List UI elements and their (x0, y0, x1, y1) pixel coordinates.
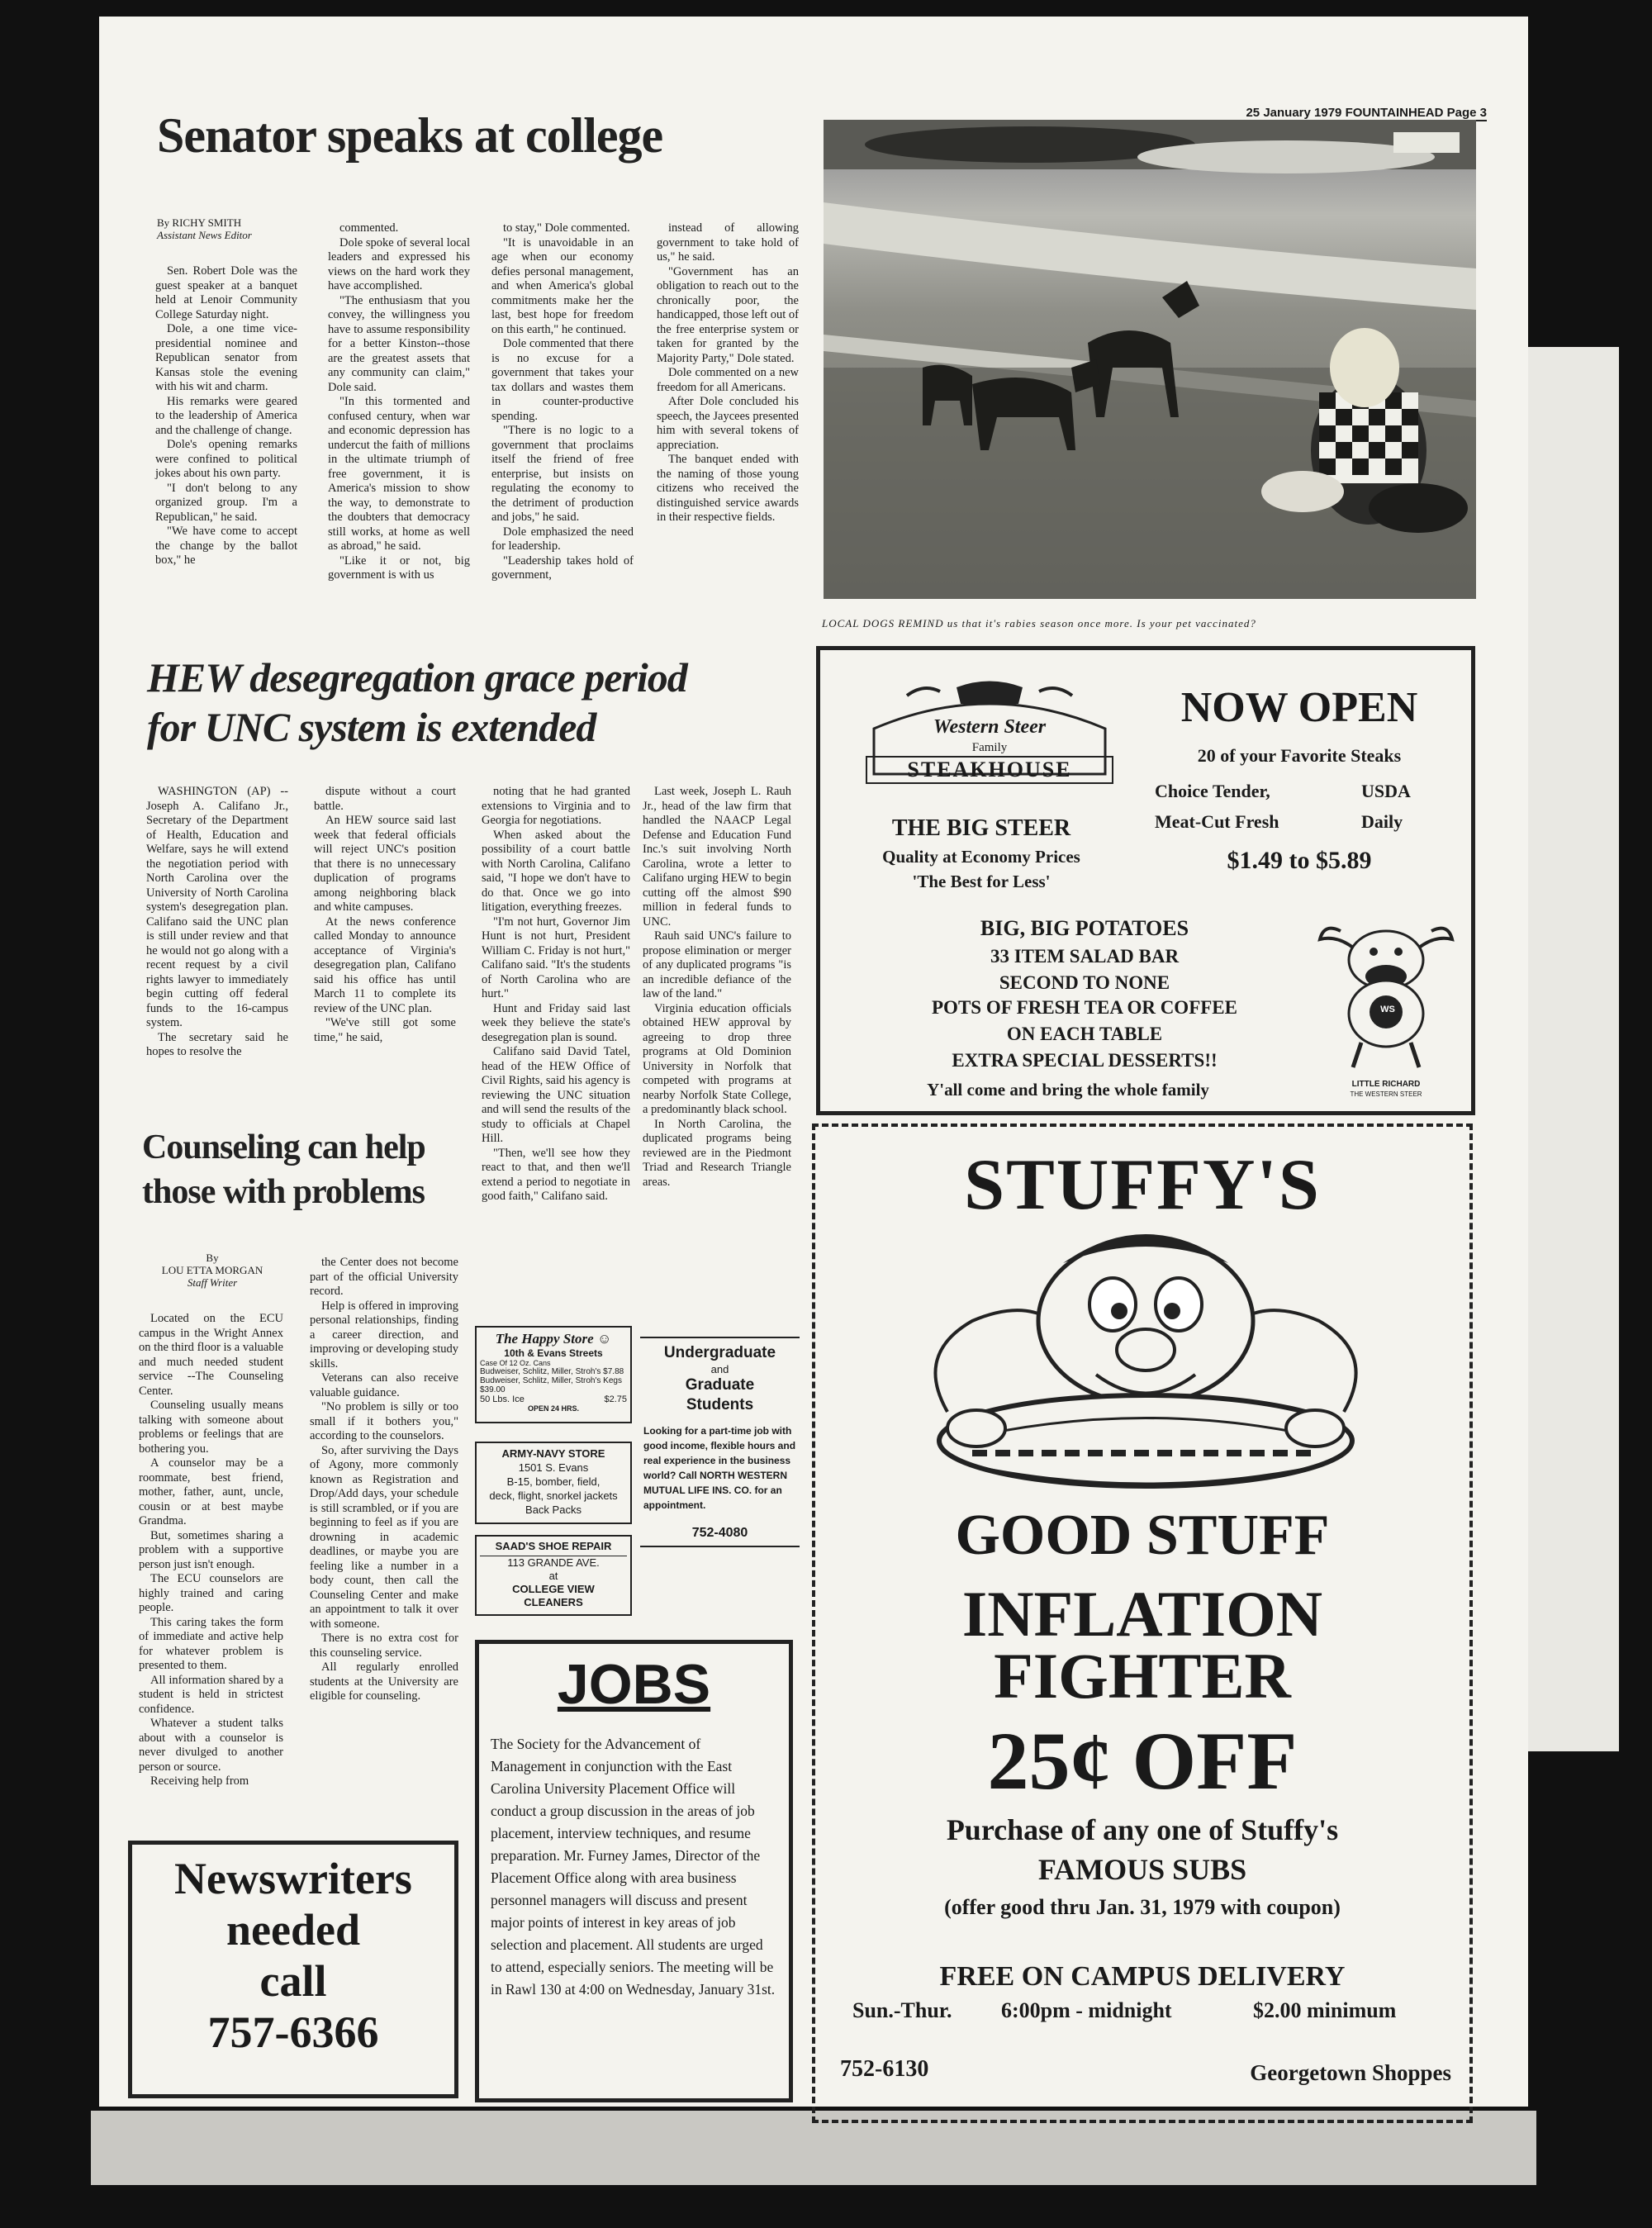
stuffys-fighter: FIGHTER (994, 1640, 1291, 1712)
jobs-body: The Society for the Advancement of Management in conjunction with the East Carolina University Placement Office will conduct a group discussion in the areas of job placement, interview techniques, and resume preparation. Mr. Furney James, Director of the Placement Office along with area business personnel managers will discuss and present major points of interest in key areas of job selection and placement. All students are urged to attend, especially seniors. The meeting will be in Rawl 130 at 4:00 on Wednesday, January 31st. (491, 1736, 776, 1998)
jobs-ad (475, 1640, 793, 2102)
newswriters-line-3: call (259, 1956, 327, 2006)
counsel-column-2: the Center does not become part of the official University record. Help is offered in improving personal relationships, finding a career direction, and improving or developing study skills. Veterans can also receive valuable guidance. "No problem is silly or too small if it bothers you," according to the counselors. So, after surviving the Days of Agony, more commonly known as Registration and Drop/Add days, your schedule is still scrambled, or if you are beginning to feel as if you are drowning in academic deadlines, or maybe you are feeling like a number in a body count, then call the Counseling Center and make an appointment to talk it over with someone. There is no extra cost for this counseling service. All regularly enrolled students at the University are eligible for counseling. (310, 1256, 458, 1703)
army-navy-name: ARMY-NAVY STORE (501, 1447, 605, 1460)
jobs-title: JOBS (557, 1653, 711, 1716)
counsel-column-1: Located on the ECU campus in the Wright Annex on the third floor is a valuable and much needed student service --The Counseling Center. Counseling usually means talking with someone about problems or feelings that are bothering you. A counselor may be a roommate, best friend, mother, father, aunt, uncle, cousin or at best maybe Grandma. But, sometimes sharing a problem with a supportive person just isn't enough. The ECU counselors are highly trained and caring people. This caring takes the form of immediate and active help for whatever problem is presented to them. All information shared by a student is held in strictest confidence. Whatever a student talks about with a counselor is never divulged to another person or source. Receiving help from (139, 1312, 283, 1788)
steer-price-range: $1.49 to $5.89 (1227, 847, 1372, 874)
bull-mascot-icon (1316, 914, 1456, 1071)
hew-headline (147, 653, 808, 752)
newswriters-line-1: Newswriters (174, 1854, 412, 1903)
photo-caption: LOCAL DOGS REMIND us that it's rabies season once more. Is your pet vaccinated? (822, 617, 1256, 629)
counsel-byline-name: LOU ETTA MORGAN (161, 1264, 263, 1276)
dole-byline-name: By RICHY SMITH (157, 216, 242, 229)
hew-column-1: WASHINGTON (AP) -- Joseph A. Califano Jr., Secretary of the Department of Health, Education and Welfare, says he will extend the negotiation period with North Carolina over the University of North Carolina system's desegregation plan. Califano said the UNC plan is still under review and that he would not go along with a recent request by a civil rights lawyer to immediately begin cutting off federal funds to the 16-campus system. The secretary said he hopes to resolve the (146, 785, 288, 1058)
steer-now-open: NOW OPEN (1180, 684, 1418, 731)
dogs-photo-illustration (824, 120, 1476, 599)
hew-headline-line-1: HEW desegregation grace period (147, 654, 687, 701)
stuffys-location: Georgetown Shoppes (1250, 2060, 1451, 2085)
happy-store-address: 10th & Evans Streets (504, 1347, 603, 1359)
dogs-photo (824, 120, 1476, 599)
counsel-headline-line-2: those with problems (142, 1173, 425, 1211)
dole-column-2: commented. Dole spoke of several local leaders and expressed his views on the hard work they have accomplished. "The enthusiasm that you convey, the willingness you have to assume responsibility for a better Kinston--those are the greatest assets that any community can claim," Dole said. "In this tormented and confused century, when war and economic depression has undercut the faith of millions in the ultimate triumph of free government, it is America's mission to show the way, to demonstrate to the doubters that democracy still works, at home as well as abroad," he said. "Like it or not, big government is with us (328, 221, 470, 582)
folio-date: 25 January 1979 (1246, 106, 1342, 120)
newswriters-line-2: needed (226, 1905, 360, 1955)
happy-store-logo: The Happy Store ☺ (495, 1331, 612, 1347)
hew-column-4: Last week, Joseph L. Rauh Jr., head of the law firm that handled the NAACP Legal Defense and Education Fund Inc.'s suit involving North Carolina, wrote a letter to Califano urging HEW to begin cutting off the almost $90 million in federal funds to UNC. Rauh said UNC's failure to propose elimination or merger of any duplicated programs "is an incredible defiance of the law of the land." Virginia education officials obtained HEW approval by agreeing to drop three programs at Old Dominion University in Norfolk that competed with programs at nearby Norfolk State College, a predominantly black school. In North Carolina, the duplicated programs being reviewed are in the Piedmont Triad and Research Triangle areas. (643, 785, 791, 1189)
steer-logo-name: Western Steer (933, 716, 1047, 738)
hew-headline-line-2: for UNC system is extended (147, 704, 596, 750)
counsel-byline: By LOU ETTA MORGAN Staff Writer (142, 1252, 282, 1289)
smiley-icon: ☺ (596, 1331, 612, 1347)
dole-byline-title: Assistant News Editor (157, 229, 252, 241)
counsel-byline-title: Staff Writer (187, 1276, 238, 1289)
mascot-badge: WS (1380, 1005, 1395, 1014)
counsel-headline-line-1: Counseling can help (142, 1128, 425, 1166)
undergrad-phone: 752-4080 (691, 1526, 748, 1540)
folio-page-number: Page 3 (1446, 106, 1487, 120)
dole-column-1: Sen. Robert Dole was the guest speaker at a banquet held at Lenoir Community College Saturday night. Dole, a one time vice-presidential nominee and Republican senator from Kansas stole the evening with his wit and charm. His remarks were geared to the leadership of America and the challenge of change. Dole's opening remarks were confined to political jokes about his own party. "I don't belong to any organized group. I'm a Republican," he said. "We have come to accept the change by the ballot box," he (155, 264, 297, 567)
army-navy-ad: ARMY-NAVY STORE 1501 S. Evans B-15, bomber, field, deck, flight, snorkel jackets Back Packs (475, 1442, 632, 1524)
stuffys-name: STUFFY'S (964, 1145, 1321, 1225)
dole-column-3: to stay," Dole commented. "It is unavoidable in an age when our economy defies personal management, and when America's global commitments make her the last, best hope for freedom on this earth," he continued. Dole commented that there is no excuse for a government that takes your tax dollars and wastes them in counter-productive spending. "There is no logic to a government that proclaims itself the friend of free enterprise, but insists on regulating the economy to the detriment of production and jobs," he said. Dole emphasized the need for leadership. "Leadership takes hold of government, (491, 221, 634, 582)
stuffy-sub-icon (898, 1214, 1393, 1519)
stuffys-phone: 752-6130 (840, 2056, 929, 2082)
hew-column-3: noting that he had granted extensions to Virginia and to Georgia for negotiations. When asked about the possibility of a court battle with North Carolina, Califano said, "I hope we don't have to do that. Once we go into litigation, everything freezes. "I'm not hurt, Governor Jim Hunt is not hurt, President William C. Friday is not hurt," Califano said. "It's the students of North Carolina who are hurt." Hunt and Friday said last week they believe the state's desegregation plan is sound. Califano said David Tatel, head of the HEW Office of Civil Rights, said his agency is reviewing the UNC situation and will send the results of the study to officials at Chapel Hill. "Then, we'll see how they react to that, and then we'll extend a period to negotiate in good faith," Califano said. (482, 785, 630, 1203)
newswriters-ad (128, 1841, 458, 2098)
saads-name: SAAD'S SHOE REPAIR (480, 1540, 627, 1556)
stuffys-delivery: FREE ON CAMPUS DELIVERY (939, 1961, 1346, 1992)
saads-ad: SAAD'S SHOE REPAIR 113 GRANDE AVE. at COLLEGE VIEW CLEANERS (475, 1535, 632, 1616)
stuffys-good-stuff: GOOD STUFF (955, 1504, 1330, 1567)
dole-headline: Senator speaks at college (157, 108, 663, 163)
hew-column-2: dispute without a court battle. An HEW source said last week that federal officials will reject UNC's position that there is no unnecessary duplication of programs among neighboring black and white campuses. At the news conference called Monday to announce acceptance of Virginia's desegregation plan, Califano said his office has until March 11 to complete its review of the UNC plan. "We've still got some time," he said, (314, 785, 456, 1044)
folio-paper-name: FOUNTAINHEAD (1345, 106, 1444, 120)
happy-store-ad: The Happy Store ☺ 10th & Evans Streets Case Of 12 Oz. Cans Budweiser, Schlitz, Miller, Stroh's $7.88 Budweiser, Schlitz, Miller, Stroh's Kegs $39.00 50 Lbs. Ice $2.75 OPEN 24 HRS. (475, 1326, 632, 1423)
western-steer-ad: Western Steer Family STEAKHOUSE NOW OPEN 20 of your Favorite Steaks Choice Tender, USDA Meat-Cut Fresh Daily $1.49 to $5.89 THE BIG STEER Quality at Economy Prices 'The Best for Less' BIG, BIG POTATOES 33 ITEM SALAD BAR SECOND TO NONE POTS OF FRESH TEA OR COFFEE ON EACH TABLE EXTRA SPECIAL DESSERTS!! Y'all come and bring the whole family WS LITTLE RICHARD THE WESTERN STEER (816, 646, 1475, 1115)
mascot-name: LITTLE RICHARD (1351, 1080, 1421, 1089)
stuffys-inflation: INFLATION (961, 1578, 1323, 1650)
dole-byline (157, 216, 293, 241)
dole-column-4: instead of allowing government to take hold of us," he said. "Government has an obligation to reach out to the chronically poor, the handicapped, those left out of the free enterprise system or taken for granted by the Majority Party," Dole stated. Dole commented on a new freedom for all Americans. After Dole concluded his speech, the Jaycees presented him with several tokens of appreciation. The banquet ended with the naming of those young citizens who received the distinguished service awards in their respective fields. (657, 221, 799, 524)
undergrad-ad: Undergraduate and Graduate Students Looking for a part-time job with good income, flexible hours and real experience in the business world? Call NORTH WESTERN MUTUAL LIFE INS. CO. for an appointment. 752-4080 (640, 1337, 800, 1547)
stuffys-ad: STUFFY'S GOOD STUFF INFLATION FIGHTER 25¢ OFF Purchase of any one of Stuffy's FAMOUS SUBS (offer good thru Jan. 31, 1979 with coupon) FREE ON CAMPUS DELIVERY Sun.-Thur. 6:00pm - midnight $2.00 minimum 752-6130 Georgetown Shoppes (812, 1124, 1473, 2123)
newswriters-phone: 757-6366 (207, 2007, 379, 2057)
stuffys-discount: 25¢ OFF (987, 1715, 1298, 1807)
next-page-edge (1528, 347, 1619, 1751)
counsel-headline (142, 1125, 472, 1214)
